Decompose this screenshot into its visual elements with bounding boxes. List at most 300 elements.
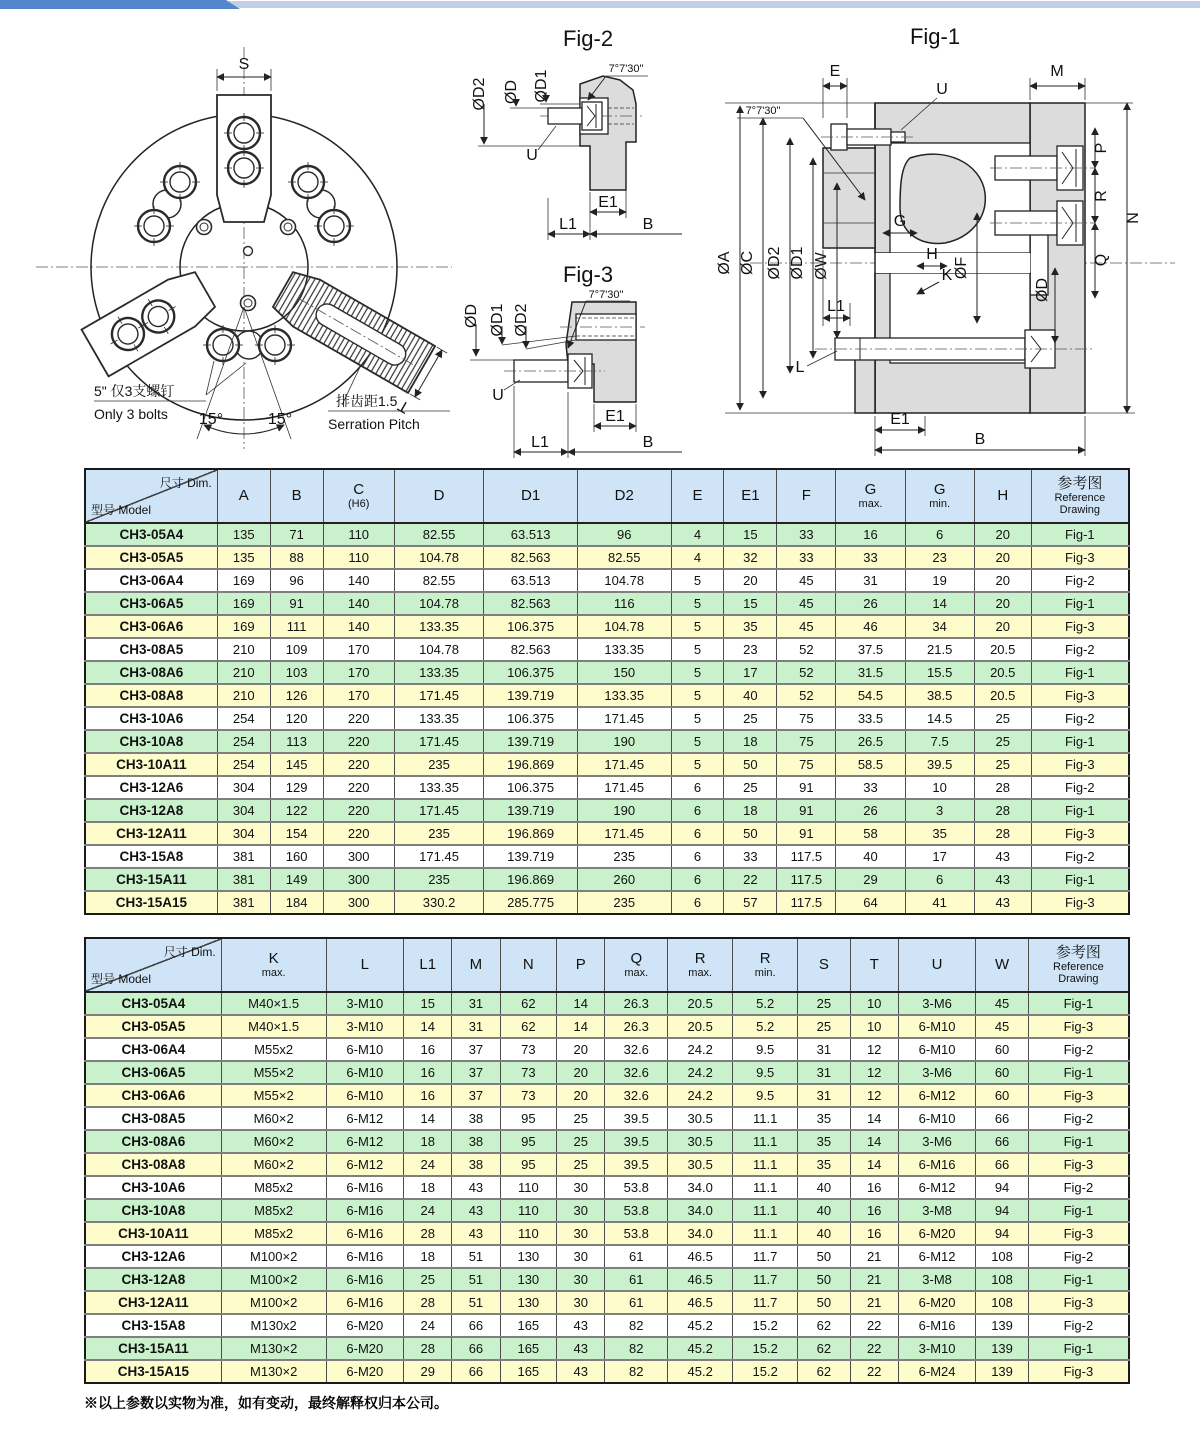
value-cell: 25: [724, 707, 777, 730]
dim-label-b: B: [974, 431, 986, 448]
value-cell: 169: [217, 592, 270, 615]
table-row: [85, 1015, 1129, 1038]
table-row: [85, 1199, 1129, 1222]
value-cell: 66: [976, 1130, 1028, 1153]
value-cell: 66: [976, 1153, 1028, 1176]
value-cell: 25: [974, 707, 1031, 730]
dim-label-angle: 7°7'30": [608, 63, 644, 75]
value-cell: 133.35: [394, 776, 484, 799]
column-header: B: [270, 469, 323, 523]
dim-label-u: U: [492, 387, 504, 404]
value-cell: 110: [323, 523, 394, 546]
table-row: [85, 1222, 1129, 1245]
value-cell: 38: [452, 1130, 500, 1153]
column-header: D1: [484, 469, 578, 523]
topbar-dark-segment: [0, 0, 240, 9]
value-cell: 18: [404, 1130, 452, 1153]
value-cell: 139: [976, 1314, 1028, 1337]
value-cell: 58: [836, 822, 905, 845]
value-cell: 300: [323, 868, 394, 891]
value-cell: 6-M10: [898, 1038, 976, 1061]
value-cell: 75: [777, 730, 836, 753]
value-cell: 26.3: [605, 1015, 668, 1038]
value-cell: 11.1: [733, 1153, 798, 1176]
value-cell: 11.7: [733, 1268, 798, 1291]
value-cell: 171.45: [577, 776, 671, 799]
value-cell: 17: [724, 661, 777, 684]
value-cell: 235: [394, 868, 484, 891]
value-cell: 108: [976, 1245, 1028, 1268]
value-cell: 37: [452, 1061, 500, 1084]
dim-label-u: U: [936, 81, 948, 98]
value-cell: 39.5: [605, 1107, 668, 1130]
value-cell: 196.869: [484, 868, 578, 891]
table-row: [85, 615, 1129, 638]
value-cell: 15.2: [733, 1314, 798, 1337]
dim-label-od: ØD: [463, 304, 480, 328]
table-row: [85, 638, 1129, 661]
reference-drawing-cell: Fig-3: [1031, 822, 1129, 845]
value-cell: 170: [323, 684, 394, 707]
table-row: [85, 845, 1129, 868]
value-cell: 16: [836, 523, 905, 546]
value-cell: 3-M6: [898, 1061, 976, 1084]
value-cell: 20: [974, 523, 1031, 546]
value-cell: 171.45: [394, 684, 484, 707]
value-cell: 135: [217, 523, 270, 546]
value-cell: 16: [850, 1199, 898, 1222]
column-header: M: [452, 938, 500, 992]
value-cell: 43: [974, 845, 1031, 868]
value-cell: 71: [270, 523, 323, 546]
value-cell: 24.2: [668, 1061, 733, 1084]
value-cell: 165: [500, 1337, 557, 1360]
reference-drawing-cell: Fig-2: [1028, 1314, 1129, 1337]
table-row: [85, 1153, 1129, 1176]
value-cell: 15.2: [733, 1360, 798, 1383]
dim-label-angle: 7°7'30": [745, 105, 781, 117]
value-cell: 3-M8: [898, 1268, 976, 1291]
value-cell: 171.45: [577, 753, 671, 776]
value-cell: 6-M16: [326, 1176, 404, 1199]
value-cell: 12: [850, 1038, 898, 1061]
value-cell: 22: [850, 1314, 898, 1337]
reference-drawing-cell: Fig-3: [1028, 1222, 1129, 1245]
value-cell: M85x2: [221, 1176, 326, 1199]
value-cell: 33: [836, 546, 905, 569]
value-cell: 10: [850, 1015, 898, 1038]
topbar-light-segment: [226, 1, 1200, 8]
model-cell: CH3-12A11: [85, 822, 217, 845]
value-cell: 20.5: [974, 638, 1031, 661]
value-cell: 184: [270, 891, 323, 914]
dim-label-od2: ØD2: [513, 303, 530, 337]
value-cell: M100×2: [221, 1245, 326, 1268]
reference-drawing-cell: Fig-3: [1028, 1291, 1129, 1314]
value-cell: 165: [500, 1360, 557, 1383]
value-cell: 33: [836, 776, 905, 799]
value-cell: 35: [798, 1130, 850, 1153]
value-cell: 45: [976, 992, 1028, 1015]
model-cell: CH3-10A11: [85, 753, 217, 776]
value-cell: 24.2: [668, 1084, 733, 1107]
value-cell: 73: [500, 1061, 557, 1084]
corner-dim-label: 尺寸 Dim.: [159, 476, 212, 490]
value-cell: 220: [323, 799, 394, 822]
dim-label-b: B: [642, 216, 654, 233]
value-cell: 6: [671, 799, 724, 822]
reference-drawing-cell: Fig-1: [1031, 661, 1129, 684]
value-cell: 6-M20: [898, 1291, 976, 1314]
value-cell: 6-M20: [326, 1337, 404, 1360]
value-cell: 22: [850, 1337, 898, 1360]
value-cell: 31: [798, 1061, 850, 1084]
reference-drawing-cell: Fig-1: [1028, 1061, 1129, 1084]
value-cell: 62: [500, 992, 557, 1015]
value-cell: 14: [557, 1015, 605, 1038]
value-cell: M55x2: [221, 1038, 326, 1061]
dim-label-ow: ØW: [813, 252, 830, 280]
dim-label-angle-right: 15°: [267, 411, 293, 428]
value-cell: M55×2: [221, 1084, 326, 1107]
note-serration-cn: 排齿距1.5: [336, 393, 398, 409]
value-cell: 15: [404, 992, 452, 1015]
jaw-lower-left: [82, 266, 219, 376]
value-cell: 5.2: [733, 992, 798, 1015]
value-cell: 28: [974, 799, 1031, 822]
value-cell: 50: [724, 753, 777, 776]
value-cell: 61: [605, 1245, 668, 1268]
dim-label-angle-left: 15°: [198, 411, 224, 428]
value-cell: 7.5: [905, 730, 974, 753]
value-cell: 6-M20: [898, 1222, 976, 1245]
dim-label-od: ØD: [503, 80, 520, 104]
column-header: C (H6): [323, 469, 394, 523]
value-cell: 43: [557, 1360, 605, 1383]
reference-drawing-cell: Fig-1: [1028, 1337, 1129, 1360]
value-cell: 20.5: [668, 992, 733, 1015]
value-cell: 6-M16: [326, 1222, 404, 1245]
value-cell: 41: [905, 891, 974, 914]
model-cell: CH3-10A8: [85, 1199, 221, 1222]
value-cell: 150: [577, 661, 671, 684]
table-header-row: [85, 938, 1129, 992]
value-cell: 106.375: [484, 776, 578, 799]
table-row: [85, 868, 1129, 891]
dim-label-od: ØD: [1034, 278, 1051, 302]
value-cell: 43: [974, 868, 1031, 891]
dim-label-of: ØF: [953, 256, 970, 280]
value-cell: 235: [577, 845, 671, 868]
value-cell: 169: [217, 569, 270, 592]
dimension-table-1: [84, 468, 1130, 915]
figure-1-title: Fig-1: [909, 24, 961, 49]
table-row: [85, 1360, 1129, 1383]
figure-3-title: Fig-3: [562, 262, 614, 287]
value-cell: 95: [500, 1107, 557, 1130]
reference-drawing-cell: Fig-1: [1028, 992, 1129, 1015]
dim-label-e: E: [829, 63, 841, 80]
model-cell: CH3-08A6: [85, 1130, 221, 1153]
value-cell: 24.2: [668, 1038, 733, 1061]
table-row: [85, 569, 1129, 592]
value-cell: 190: [577, 730, 671, 753]
model-cell: CH3-08A5: [85, 1107, 221, 1130]
column-header: R max.: [668, 938, 733, 992]
value-cell: 35: [905, 822, 974, 845]
value-cell: 38: [452, 1153, 500, 1176]
value-cell: 133.35: [394, 661, 484, 684]
value-cell: M85x2: [221, 1199, 326, 1222]
value-cell: 235: [577, 891, 671, 914]
value-cell: 82.563: [484, 546, 578, 569]
value-cell: 39.5: [605, 1130, 668, 1153]
value-cell: 31: [452, 992, 500, 1015]
value-cell: 6: [671, 822, 724, 845]
value-cell: 300: [323, 845, 394, 868]
value-cell: 23: [724, 638, 777, 661]
value-cell: 35: [798, 1153, 850, 1176]
value-cell: 28: [404, 1337, 452, 1360]
value-cell: 32: [724, 546, 777, 569]
value-cell: 34.0: [668, 1176, 733, 1199]
value-cell: 11.7: [733, 1245, 798, 1268]
model-cell: CH3-15A15: [85, 1360, 221, 1383]
table-row: [85, 592, 1129, 615]
value-cell: 60: [976, 1061, 1028, 1084]
value-cell: 52: [777, 684, 836, 707]
model-cell: CH3-08A8: [85, 684, 217, 707]
corner-dim-label: 尺寸 Dim.: [163, 945, 216, 959]
table-row: [85, 1245, 1129, 1268]
dim-label-od1: ØD1: [789, 246, 806, 280]
value-cell: 133.35: [577, 638, 671, 661]
value-cell: 20: [557, 1061, 605, 1084]
value-cell: 196.869: [484, 822, 578, 845]
reference-drawing-cell: Fig-1: [1031, 592, 1129, 615]
table-row: [85, 730, 1129, 753]
value-cell: M40×1.5: [221, 992, 326, 1015]
value-cell: M55×2: [221, 1061, 326, 1084]
table-corner-header: [85, 938, 221, 992]
value-cell: 53.8: [605, 1222, 668, 1245]
value-cell: 24: [404, 1199, 452, 1222]
model-cell: CH3-06A4: [85, 1038, 221, 1061]
model-cell: CH3-12A8: [85, 799, 217, 822]
value-cell: 5: [671, 638, 724, 661]
value-cell: 35: [798, 1107, 850, 1130]
reference-drawing-cell: Fig-1: [1031, 730, 1129, 753]
table-row: [85, 1061, 1129, 1084]
value-cell: 24: [404, 1314, 452, 1337]
column-header: E: [671, 469, 724, 523]
value-cell: 235: [394, 753, 484, 776]
value-cell: 304: [217, 822, 270, 845]
value-cell: 50: [724, 822, 777, 845]
value-cell: 260: [577, 868, 671, 891]
value-cell: 61: [605, 1291, 668, 1314]
value-cell: 33: [777, 546, 836, 569]
value-cell: 20.5: [668, 1015, 733, 1038]
value-cell: 46.5: [668, 1291, 733, 1314]
value-cell: 20: [974, 615, 1031, 638]
value-cell: 33: [724, 845, 777, 868]
value-cell: 139: [976, 1360, 1028, 1383]
model-cell: CH3-10A8: [85, 730, 217, 753]
model-cell: CH3-06A6: [85, 1084, 221, 1107]
value-cell: 5: [671, 753, 724, 776]
column-header: 参考图 Reference Drawing: [1028, 938, 1129, 992]
value-cell: 139.719: [484, 799, 578, 822]
value-cell: 51: [452, 1268, 500, 1291]
value-cell: 26.5: [836, 730, 905, 753]
corner-model-label: 型号 Model: [91, 972, 152, 986]
reference-drawing-cell: Fig-3: [1031, 891, 1129, 914]
value-cell: 82.563: [484, 592, 578, 615]
dim-label-od1: ØD1: [489, 303, 506, 337]
value-cell: 6: [671, 845, 724, 868]
value-cell: 31: [836, 569, 905, 592]
value-cell: 133.35: [394, 615, 484, 638]
value-cell: 3-M6: [898, 992, 976, 1015]
value-cell: M130×2: [221, 1337, 326, 1360]
value-cell: 113: [270, 730, 323, 753]
value-cell: 31: [798, 1084, 850, 1107]
dimension-table-2: [84, 937, 1130, 1384]
column-header: D: [394, 469, 484, 523]
value-cell: 30: [557, 1268, 605, 1291]
model-cell: CH3-15A11: [85, 1337, 221, 1360]
value-cell: 91: [777, 822, 836, 845]
value-cell: 75: [777, 707, 836, 730]
table-row: [85, 799, 1129, 822]
value-cell: 45.2: [668, 1314, 733, 1337]
dim-label-l1: L1: [827, 298, 845, 315]
value-cell: 110: [323, 546, 394, 569]
model-cell: CH3-12A11: [85, 1291, 221, 1314]
reference-drawing-cell: Fig-3: [1028, 1015, 1129, 1038]
value-cell: 73: [500, 1084, 557, 1107]
value-cell: 120: [270, 707, 323, 730]
value-cell: 20: [557, 1084, 605, 1107]
table-row: [85, 707, 1129, 730]
column-header: N: [500, 938, 557, 992]
value-cell: 25: [404, 1268, 452, 1291]
column-header: R min.: [733, 938, 798, 992]
value-cell: 5: [671, 592, 724, 615]
value-cell: 25: [974, 730, 1031, 753]
value-cell: 94: [976, 1222, 1028, 1245]
value-cell: 34: [905, 615, 974, 638]
value-cell: 25: [798, 1015, 850, 1038]
value-cell: 20.5: [974, 684, 1031, 707]
value-cell: 46.5: [668, 1268, 733, 1291]
dim-label-l1: L1: [531, 434, 549, 451]
model-cell: CH3-05A4: [85, 992, 221, 1015]
value-cell: 57: [724, 891, 777, 914]
value-cell: 130: [500, 1268, 557, 1291]
value-cell: 64: [836, 891, 905, 914]
value-cell: 117.5: [777, 845, 836, 868]
value-cell: 18: [404, 1245, 452, 1268]
reference-drawing-cell: Fig-2: [1028, 1176, 1129, 1199]
value-cell: 6-M16: [326, 1268, 404, 1291]
model-cell: CH3-08A5: [85, 638, 217, 661]
value-cell: 18: [404, 1176, 452, 1199]
dim-label-l: L: [795, 359, 805, 376]
value-cell: 40: [836, 845, 905, 868]
column-header: G max.: [836, 469, 905, 523]
model-cell: CH3-10A6: [85, 707, 217, 730]
value-cell: 54.5: [836, 684, 905, 707]
value-cell: 51: [452, 1245, 500, 1268]
note-only3bolts-en: Only 3 bolts: [94, 406, 168, 422]
value-cell: 6: [905, 868, 974, 891]
value-cell: 6-M20: [326, 1360, 404, 1383]
column-header: A: [217, 469, 270, 523]
value-cell: 31: [798, 1038, 850, 1061]
reference-drawing-cell: Fig-1: [1028, 1268, 1129, 1291]
value-cell: 45.2: [668, 1337, 733, 1360]
value-cell: 220: [323, 753, 394, 776]
reference-drawing-cell: Fig-1: [1028, 1130, 1129, 1153]
value-cell: 30: [557, 1199, 605, 1222]
value-cell: 9.5: [733, 1084, 798, 1107]
value-cell: 139.719: [484, 684, 578, 707]
table-row: [85, 1084, 1129, 1107]
value-cell: 11.1: [733, 1130, 798, 1153]
value-cell: 4: [671, 523, 724, 546]
value-cell: 304: [217, 776, 270, 799]
value-cell: 18: [724, 730, 777, 753]
value-cell: 15.2: [733, 1337, 798, 1360]
reference-drawing-cell: Fig-3: [1031, 546, 1129, 569]
value-cell: 23: [905, 546, 974, 569]
value-cell: 52: [777, 638, 836, 661]
value-cell: 6-M16: [326, 1199, 404, 1222]
value-cell: 6: [671, 891, 724, 914]
model-cell: CH3-05A5: [85, 546, 217, 569]
value-cell: 104.78: [394, 592, 484, 615]
value-cell: 11.1: [733, 1222, 798, 1245]
footnote: ※以上参数以实物为准，如有变动，最终解释权归本公司。: [84, 1395, 448, 1411]
value-cell: 62: [798, 1337, 850, 1360]
value-cell: 6-M12: [898, 1245, 976, 1268]
value-cell: 170: [323, 661, 394, 684]
model-cell: CH3-10A11: [85, 1222, 221, 1245]
model-cell: CH3-06A5: [85, 1061, 221, 1084]
value-cell: 37.5: [836, 638, 905, 661]
value-cell: 106.375: [484, 661, 578, 684]
value-cell: 61: [605, 1268, 668, 1291]
value-cell: 6-M12: [326, 1107, 404, 1130]
value-cell: M60×2: [221, 1153, 326, 1176]
figure-2-title: Fig-2: [562, 26, 614, 51]
value-cell: 6-M12: [898, 1084, 976, 1107]
value-cell: 106.375: [484, 615, 578, 638]
column-header: S: [798, 938, 850, 992]
model-cell: CH3-05A4: [85, 523, 217, 546]
model-cell: CH3-15A8: [85, 845, 217, 868]
value-cell: 126: [270, 684, 323, 707]
dim-label-e1: E1: [890, 411, 910, 428]
value-cell: 14.5: [905, 707, 974, 730]
value-cell: 196.869: [484, 753, 578, 776]
figure-2-drawing: [440, 18, 695, 250]
technical-drawings: [0, 10, 1200, 468]
dim-label-e1: E1: [598, 194, 618, 211]
value-cell: 32.6: [605, 1084, 668, 1107]
